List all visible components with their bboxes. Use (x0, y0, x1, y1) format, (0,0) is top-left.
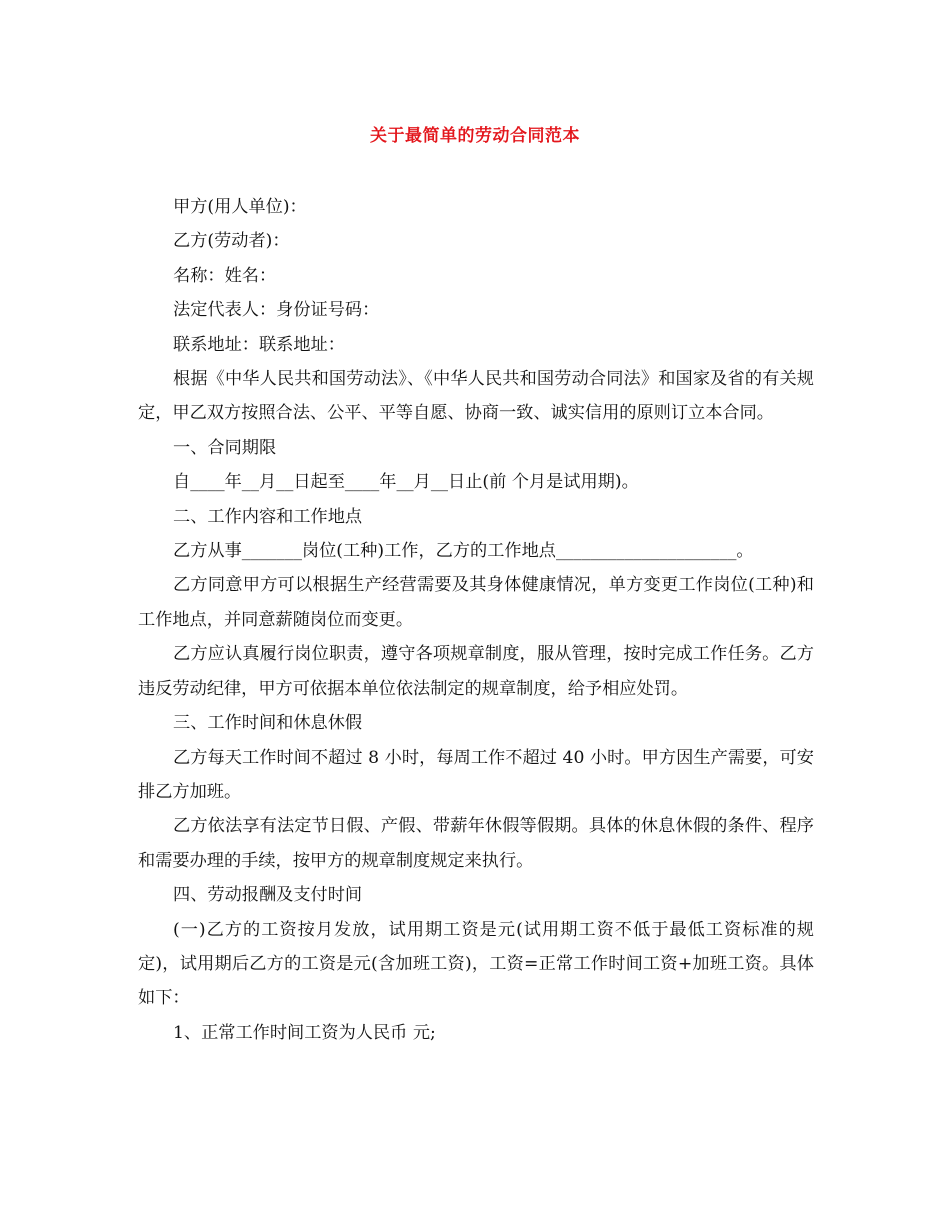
paragraph-term: 自____年__月__日起至____年__月__日止(前 个月是试用期)。 (173, 472, 639, 493)
section-heading-hours: 三、工作时间和休息休假 (173, 713, 363, 734)
paragraph-legal-rep: 法定代表人：身份证号码： (173, 300, 380, 321)
paragraph-name: 名称：姓名： (173, 265, 277, 286)
section-heading-term: 一、合同期限 (173, 437, 277, 458)
document-body (138, 190, 814, 1050)
paragraph-work-post: 乙方从事_______岗位(工种)工作，乙方的工作地点_____________________。 (173, 541, 754, 562)
paragraph-party-a: 甲方(用人单位)： (173, 197, 307, 217)
paragraph-leave: 乙方依法享有法定节日假、产假、带薪年休假等假期。具体的休息休假的条件、程序和需要办理的手续，按甲方的规章制度规定来执行。 (138, 816, 814, 871)
paragraph-preamble: 根据《中华人民共和国劳动法》、《中华人民共和国劳动合同法》和国家及省的有关规定，甲乙双方按照合法、公平、平等自愿、协商一致、诚实信用的原则订立本合同。 (138, 369, 814, 424)
paragraph-work-duty: 乙方应认真履行岗位职责，遵守各项规章制度，服从管理，按时完成工作任务。乙方违反劳动纪律，甲方可依据本单位依法制定的规章制度，给予相应处罚。 (138, 644, 814, 699)
paragraph-work-change: 乙方同意甲方可以根据生产经营需要及其身体健康情况，单方变更工作岗位(工种)和工作地点，并同意薪随岗位而变更。 (138, 575, 814, 630)
section-heading-work: 二、工作内容和工作地点 (173, 506, 363, 527)
paragraph-pay-item-1: 1、正常工作时间工资为人民币 元; (173, 1022, 436, 1043)
paragraph-party-b: 乙方(劳动者)： (173, 231, 290, 252)
paragraph-pay: (一)乙方的工资按月发放，试用期工资是元(试用期工资不低于最低工资标准的规定)，试用期后乙方的工资是元(含加班工资)，工资=正常工作时间工资+加班工资。具体如下： (138, 919, 814, 1009)
paragraph-hours: 乙方每天工作时间不超过 8 小时，每周工作不超过 40 小时。甲方因生产需要，可安排乙方加班。 (138, 747, 814, 802)
document-title: 关于最简单的劳动合同范本 (370, 126, 580, 146)
section-heading-pay: 四、劳动报酬及支付时间 (173, 885, 363, 906)
paragraph-address: 联系地址：联系地址： (173, 334, 345, 355)
